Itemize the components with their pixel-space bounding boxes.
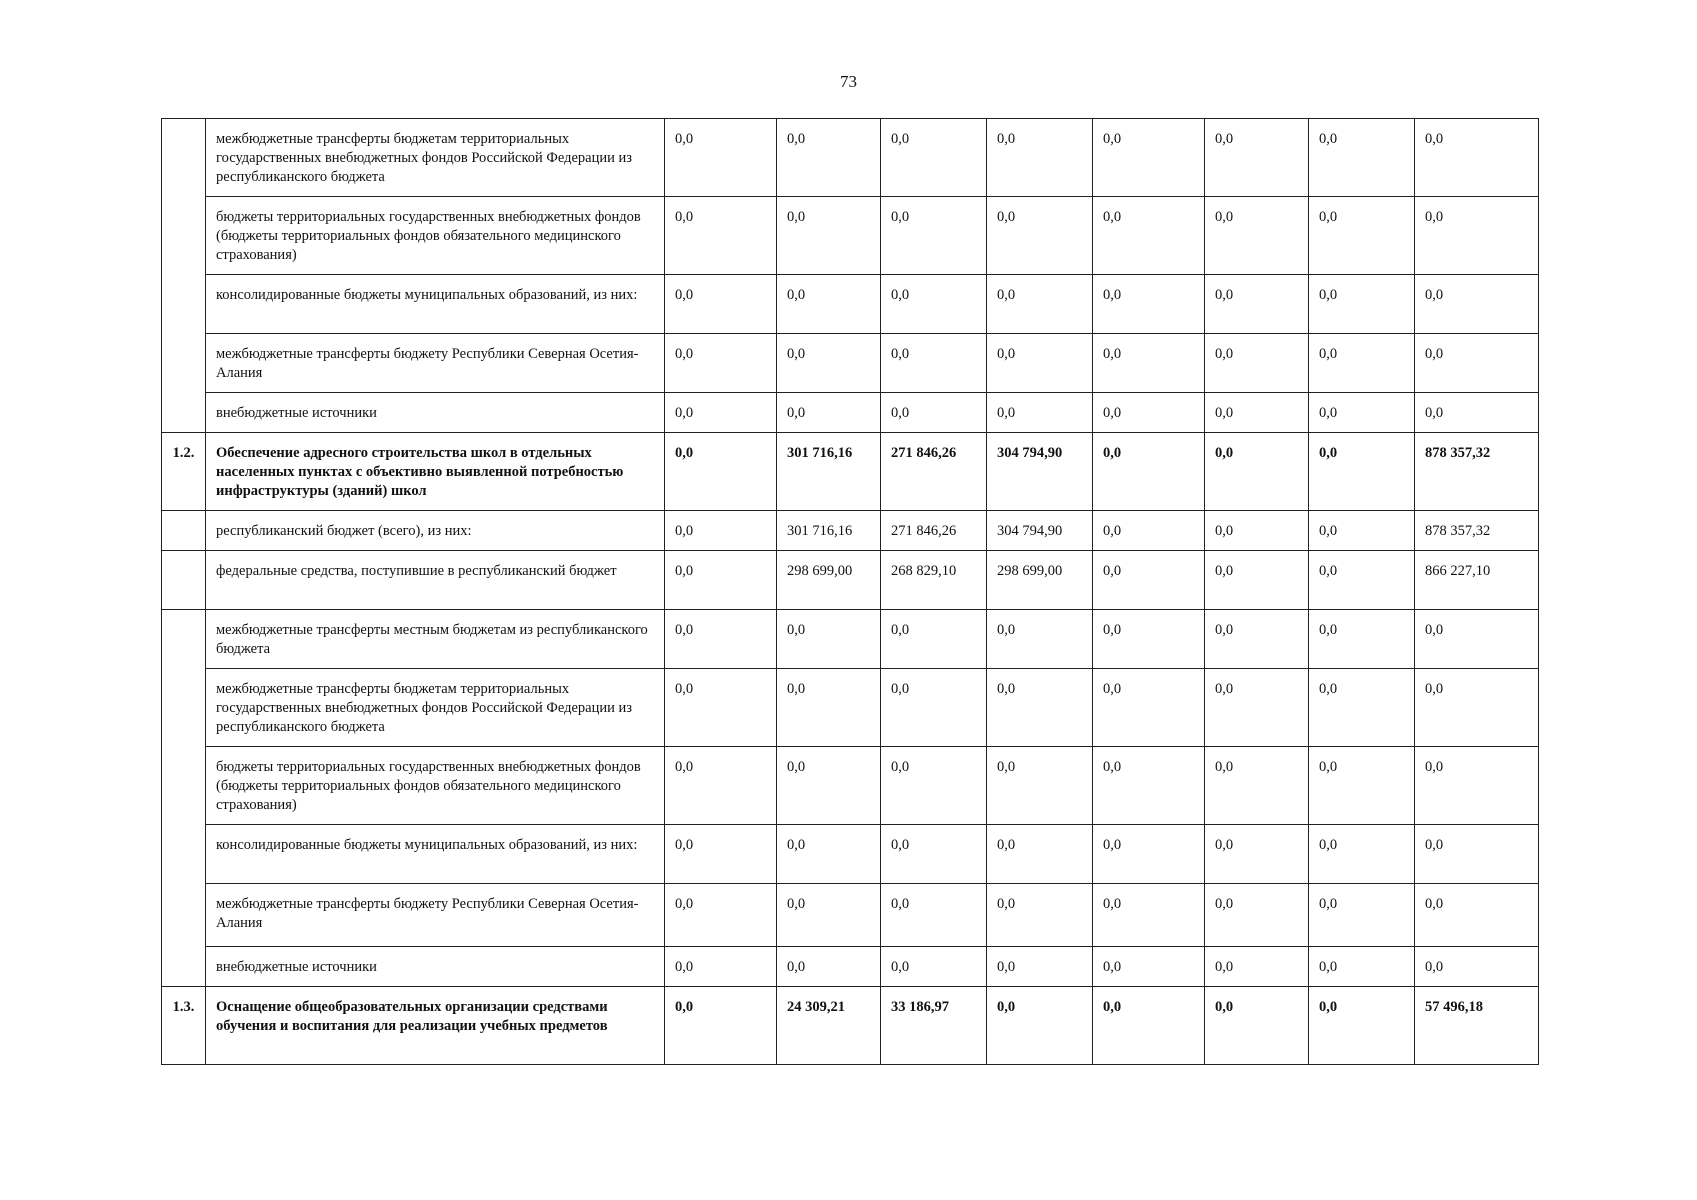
value-cell: 0,0 — [1309, 197, 1415, 275]
row-number-cell: 1.3. — [162, 987, 206, 1065]
value-cell: 0,0 — [987, 884, 1093, 947]
row-label-cell: федеральные средства, поступившие в республиканский бюджет — [206, 551, 665, 610]
row-number-cell — [162, 511, 206, 551]
value-cell: 0,0 — [1093, 511, 1205, 551]
row-label-cell: консолидированные бюджеты муниципальных образований, из них: — [206, 825, 665, 884]
value-cell: 0,0 — [881, 334, 987, 393]
value-cell: 0,0 — [881, 393, 987, 433]
row-label-cell: Оснащение общеобразовательных организации средствами обучения и воспитания для реализации учебных предметов — [206, 987, 665, 1065]
value-cell: 0,0 — [1309, 275, 1415, 334]
budget-table — [161, 118, 1539, 1065]
value-cell: 0,0 — [777, 119, 881, 197]
value-cell: 0,0 — [1415, 275, 1539, 334]
value-cell: 0,0 — [881, 947, 987, 987]
value-cell: 0,0 — [665, 119, 777, 197]
value-cell: 0,0 — [1205, 551, 1309, 610]
value-cell: 0,0 — [1093, 275, 1205, 334]
value-cell: 0,0 — [777, 197, 881, 275]
table-row — [162, 884, 1539, 947]
value-cell: 0,0 — [881, 197, 987, 275]
value-cell: 0,0 — [987, 947, 1093, 987]
value-cell: 866 227,10 — [1415, 551, 1539, 610]
value-cell: 0,0 — [1093, 551, 1205, 610]
row-number-cell — [162, 119, 206, 433]
value-cell: 0,0 — [987, 197, 1093, 275]
value-cell: 0,0 — [1093, 987, 1205, 1065]
value-cell: 0,0 — [1205, 275, 1309, 334]
value-cell: 0,0 — [1309, 987, 1415, 1065]
value-cell: 0,0 — [987, 275, 1093, 334]
row-label-cell: Обеспечение адресного строительства школ в отдельных населенных пунктах с объективно выявленной потребностью инфраструктуры (зданий) школ — [206, 433, 665, 511]
value-cell: 0,0 — [987, 119, 1093, 197]
value-cell: 0,0 — [881, 119, 987, 197]
table-row — [162, 511, 1539, 551]
value-cell: 0,0 — [665, 987, 777, 1065]
value-cell: 0,0 — [1309, 747, 1415, 825]
row-number-cell — [162, 551, 206, 610]
table-row — [162, 947, 1539, 987]
row-label-cell: бюджеты территориальных государственных внебюджетных фондов (бюджеты территориальных фондов обязательного медицинского страхования) — [206, 747, 665, 825]
value-cell: 271 846,26 — [881, 511, 987, 551]
value-cell: 0,0 — [665, 197, 777, 275]
row-label-cell: внебюджетные источники — [206, 947, 665, 987]
value-cell: 0,0 — [1415, 119, 1539, 197]
value-cell: 304 794,90 — [987, 433, 1093, 511]
value-cell: 0,0 — [1309, 393, 1415, 433]
row-label-cell: республиканский бюджет (всего), из них: — [206, 511, 665, 551]
value-cell: 0,0 — [1093, 825, 1205, 884]
value-cell: 0,0 — [1309, 119, 1415, 197]
value-cell: 0,0 — [881, 275, 987, 334]
value-cell: 304 794,90 — [987, 511, 1093, 551]
value-cell: 0,0 — [665, 551, 777, 610]
value-cell: 0,0 — [1309, 825, 1415, 884]
value-cell: 298 699,00 — [777, 551, 881, 610]
table-row — [162, 551, 1539, 610]
value-cell: 0,0 — [777, 393, 881, 433]
value-cell: 0,0 — [777, 610, 881, 669]
value-cell: 0,0 — [987, 825, 1093, 884]
value-cell: 0,0 — [1309, 947, 1415, 987]
value-cell: 0,0 — [777, 947, 881, 987]
value-cell: 0,0 — [1093, 433, 1205, 511]
value-cell: 0,0 — [1093, 669, 1205, 747]
row-label-cell: межбюджетные трансферты бюджету Республики Северная Осетия-Алания — [206, 334, 665, 393]
value-cell: 0,0 — [777, 884, 881, 947]
value-cell: 33 186,97 — [881, 987, 987, 1065]
value-cell: 878 357,32 — [1415, 433, 1539, 511]
row-label-cell: консолидированные бюджеты муниципальных образований, из них: — [206, 275, 665, 334]
value-cell: 0,0 — [1205, 884, 1309, 947]
table-row — [162, 987, 1539, 1065]
table-row — [162, 825, 1539, 884]
value-cell: 0,0 — [1415, 393, 1539, 433]
value-cell: 0,0 — [1415, 197, 1539, 275]
value-cell: 0,0 — [1415, 825, 1539, 884]
value-cell: 0,0 — [987, 747, 1093, 825]
value-cell: 0,0 — [1415, 747, 1539, 825]
value-cell: 0,0 — [665, 334, 777, 393]
row-label-cell: межбюджетные трансферты бюджету Республики Северная Осетия-Алания — [206, 884, 665, 947]
value-cell: 0,0 — [777, 669, 881, 747]
value-cell: 0,0 — [987, 610, 1093, 669]
value-cell: 0,0 — [665, 947, 777, 987]
value-cell: 0,0 — [665, 511, 777, 551]
value-cell: 0,0 — [777, 825, 881, 884]
value-cell: 271 846,26 — [881, 433, 987, 511]
value-cell: 0,0 — [665, 610, 777, 669]
value-cell: 0,0 — [1309, 610, 1415, 669]
value-cell: 0,0 — [1205, 825, 1309, 884]
value-cell: 0,0 — [1205, 119, 1309, 197]
value-cell: 0,0 — [1093, 119, 1205, 197]
value-cell: 0,0 — [881, 825, 987, 884]
value-cell: 0,0 — [1415, 610, 1539, 669]
row-number-cell — [162, 610, 206, 987]
value-cell: 0,0 — [1093, 947, 1205, 987]
value-cell: 0,0 — [987, 334, 1093, 393]
page-number: 73 — [840, 72, 857, 91]
value-cell: 57 496,18 — [1415, 987, 1539, 1065]
value-cell: 0,0 — [1205, 393, 1309, 433]
row-label-cell: межбюджетные трансферты местным бюджетам из республиканского бюджета — [206, 610, 665, 669]
value-cell: 0,0 — [1415, 884, 1539, 947]
value-cell: 0,0 — [665, 669, 777, 747]
value-cell: 0,0 — [665, 275, 777, 334]
value-cell: 0,0 — [665, 393, 777, 433]
value-cell: 0,0 — [1415, 669, 1539, 747]
value-cell: 0,0 — [1205, 433, 1309, 511]
value-cell: 0,0 — [665, 884, 777, 947]
value-cell: 301 716,16 — [777, 433, 881, 511]
value-cell: 0,0 — [1309, 511, 1415, 551]
row-label-cell: бюджеты территориальных государственных внебюджетных фондов (бюджеты территориальных фондов обязательного медицинского страхования) — [206, 197, 665, 275]
table-row — [162, 747, 1539, 825]
value-cell: 0,0 — [777, 275, 881, 334]
table-row — [162, 610, 1539, 669]
value-cell: 0,0 — [1205, 334, 1309, 393]
value-cell: 0,0 — [1309, 669, 1415, 747]
value-cell: 298 699,00 — [987, 551, 1093, 610]
value-cell: 0,0 — [1205, 669, 1309, 747]
table-row — [162, 119, 1539, 197]
table-row — [162, 275, 1539, 334]
table-body — [162, 119, 1539, 1065]
value-cell: 0,0 — [881, 747, 987, 825]
value-cell: 0,0 — [1205, 747, 1309, 825]
value-cell: 0,0 — [1205, 987, 1309, 1065]
value-cell: 0,0 — [777, 334, 881, 393]
value-cell: 0,0 — [987, 987, 1093, 1065]
value-cell: 0,0 — [1309, 334, 1415, 393]
value-cell: 0,0 — [881, 610, 987, 669]
value-cell: 0,0 — [987, 393, 1093, 433]
table-row — [162, 669, 1539, 747]
value-cell: 0,0 — [1093, 747, 1205, 825]
value-cell: 301 716,16 — [777, 511, 881, 551]
value-cell: 0,0 — [1093, 197, 1205, 275]
row-number-cell: 1.2. — [162, 433, 206, 511]
value-cell: 0,0 — [881, 884, 987, 947]
value-cell: 0,0 — [1415, 947, 1539, 987]
value-cell: 0,0 — [881, 669, 987, 747]
value-cell: 0,0 — [1309, 884, 1415, 947]
value-cell: 0,0 — [1205, 511, 1309, 551]
value-cell: 0,0 — [1093, 610, 1205, 669]
value-cell: 0,0 — [1415, 334, 1539, 393]
value-cell: 0,0 — [1309, 551, 1415, 610]
row-label-cell: межбюджетные трансферты бюджетам территориальных государственных внебюджетных фондов Российской Федерации из республиканского бюджета — [206, 119, 665, 197]
value-cell: 0,0 — [1205, 197, 1309, 275]
row-label-cell: внебюджетные источники — [206, 393, 665, 433]
row-label-cell: межбюджетные трансферты бюджетам территориальных государственных внебюджетных фондов Российской Федерации из республиканского бюджета — [206, 669, 665, 747]
value-cell: 0,0 — [1093, 334, 1205, 393]
table-row — [162, 334, 1539, 393]
value-cell: 0,0 — [1205, 947, 1309, 987]
value-cell: 0,0 — [1093, 393, 1205, 433]
value-cell: 0,0 — [665, 747, 777, 825]
value-cell: 268 829,10 — [881, 551, 987, 610]
value-cell: 0,0 — [1093, 884, 1205, 947]
value-cell: 0,0 — [665, 825, 777, 884]
value-cell: 0,0 — [987, 669, 1093, 747]
value-cell: 0,0 — [777, 747, 881, 825]
value-cell: 24 309,21 — [777, 987, 881, 1065]
table-row — [162, 433, 1539, 511]
value-cell: 0,0 — [1309, 433, 1415, 511]
value-cell: 0,0 — [665, 433, 777, 511]
value-cell: 878 357,32 — [1415, 511, 1539, 551]
value-cell: 0,0 — [1205, 610, 1309, 669]
table-row — [162, 393, 1539, 433]
table-row — [162, 197, 1539, 275]
